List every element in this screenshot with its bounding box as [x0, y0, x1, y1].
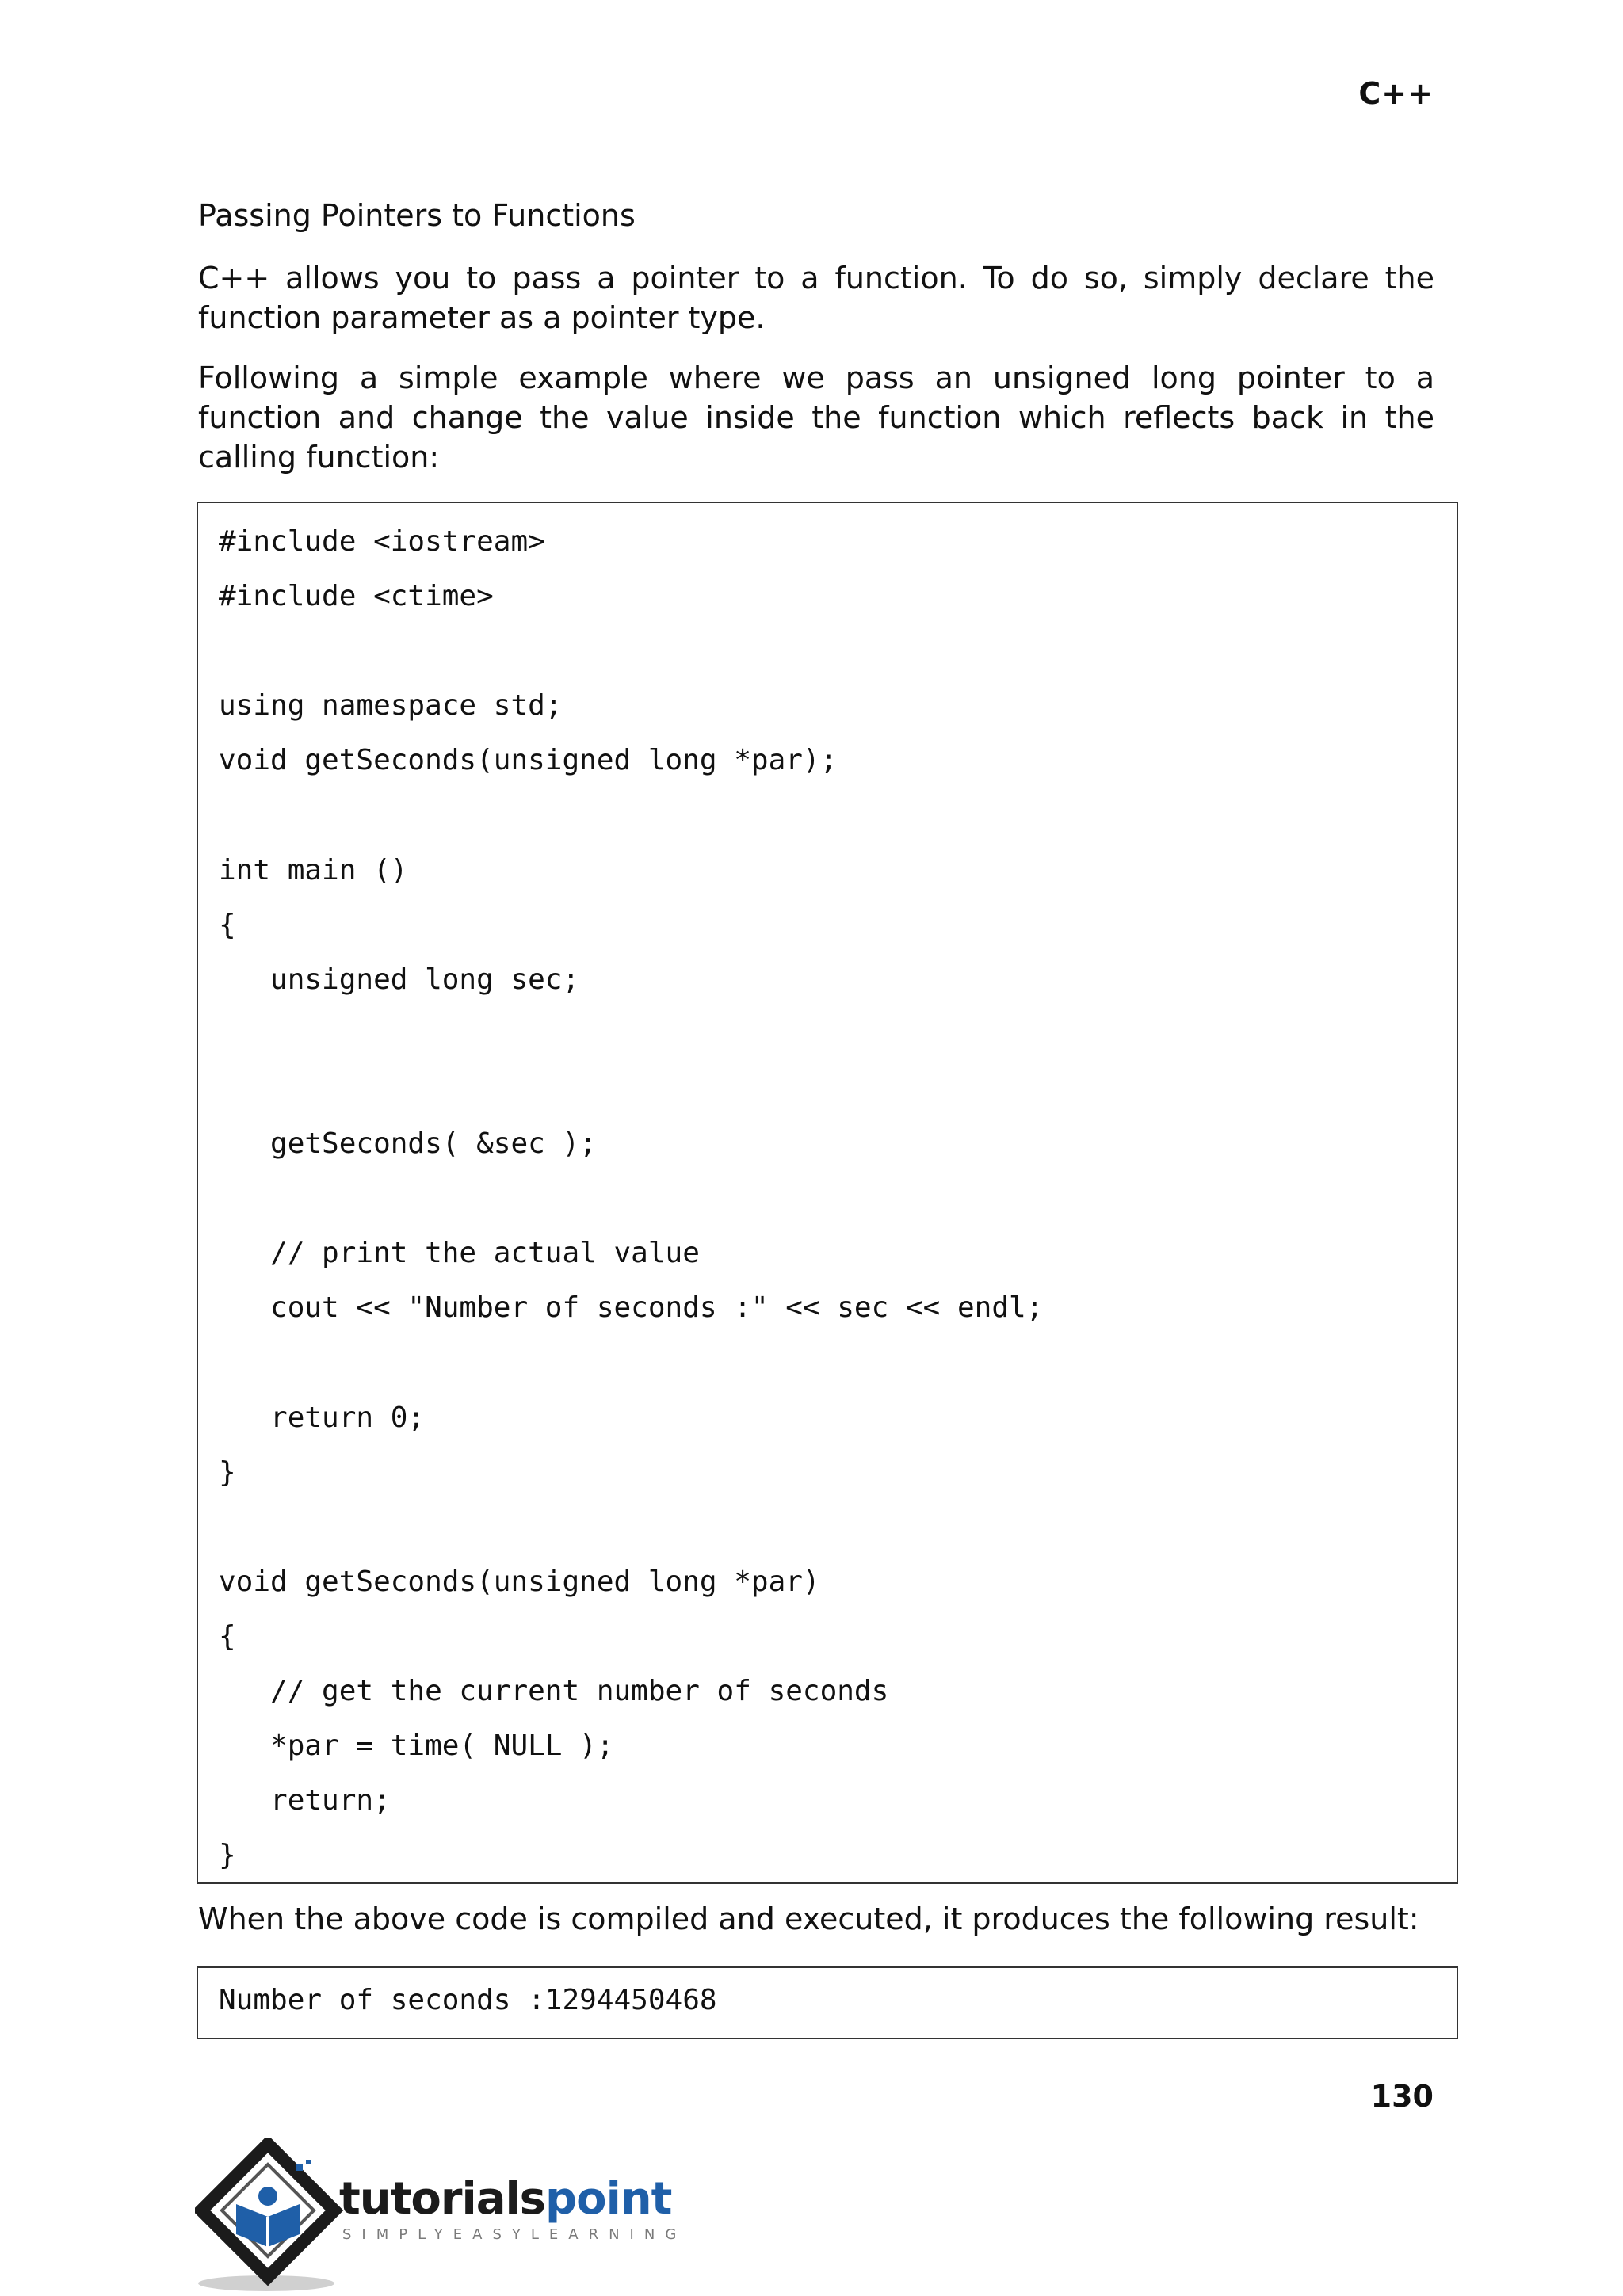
code-line: { — [219, 908, 236, 941]
svg-text:tutorialspoint — [339, 2173, 672, 2225]
result-intro: When the above code is compiled and executed, it produces the following result: — [198, 1901, 1419, 1936]
code-line: *par = time( NULL ); — [219, 1730, 614, 1763]
logo-graphic — [195, 2138, 686, 2293]
output-text: Number of seconds :1294450468 — [219, 1984, 717, 2016]
code-line — [219, 631, 1043, 686]
code-line: } — [219, 1455, 236, 1489]
code-line — [219, 1070, 1043, 1124]
code-line: void getSeconds(unsigned long *par); — [219, 744, 838, 777]
code-line: using namespace std; — [219, 689, 563, 723]
logo-figure-head — [258, 2187, 277, 2206]
code-line: getSeconds( &sec ); — [219, 1127, 597, 1161]
logo-spark — [306, 2160, 311, 2164]
code-line — [219, 795, 1043, 850]
code-line: // get the current number of seconds — [219, 1674, 889, 1707]
code-block — [197, 502, 1458, 1884]
logo-spark — [296, 2164, 303, 2171]
logo-word-dark: tutorials — [339, 2173, 546, 2225]
example-paragraph: Following a simple example where we pass an unsigned long pointer to a function and change the value inside the function which reflects back in the calling function: — [198, 360, 1434, 475]
code-line: { — [219, 1619, 236, 1653]
code-line — [219, 1015, 1043, 1070]
code-line — [219, 1508, 1043, 1562]
code-line: unsigned long sec; — [219, 963, 580, 996]
code-line: #include <ctime> — [219, 580, 494, 613]
intro-paragraph: C++ allows you to pass a pointer to a function. To do so, simply declare the function parameter as a pointer type. — [198, 261, 1434, 335]
output-block — [197, 1966, 1458, 2039]
tutorialspoint-logo — [195, 2138, 686, 2293]
logo-tagline: SIMPLYEASYLEARNING — [342, 2226, 686, 2243]
code-line: #include <iostream> — [219, 525, 545, 558]
running-header: C++ — [1358, 76, 1434, 111]
code-line: void getSeconds(unsigned long *par) — [219, 1565, 820, 1598]
code-line: cout << "Number of seconds :" << sec << endl; — [219, 1291, 1044, 1325]
code-line: return 0; — [219, 1401, 426, 1434]
page-number: 130 — [1370, 2079, 1434, 2114]
code-line — [219, 1179, 1043, 1234]
code-line: return; — [219, 1784, 391, 1817]
section-title: Passing Pointers to Functions — [198, 198, 636, 233]
code-lines — [219, 522, 1043, 1890]
code-line: int main () — [219, 853, 408, 887]
code-line: // print the actual value — [219, 1237, 700, 1270]
code-line — [219, 1343, 1043, 1398]
logo-word-accent: point — [545, 2173, 672, 2225]
code-line: } — [219, 1839, 236, 1872]
